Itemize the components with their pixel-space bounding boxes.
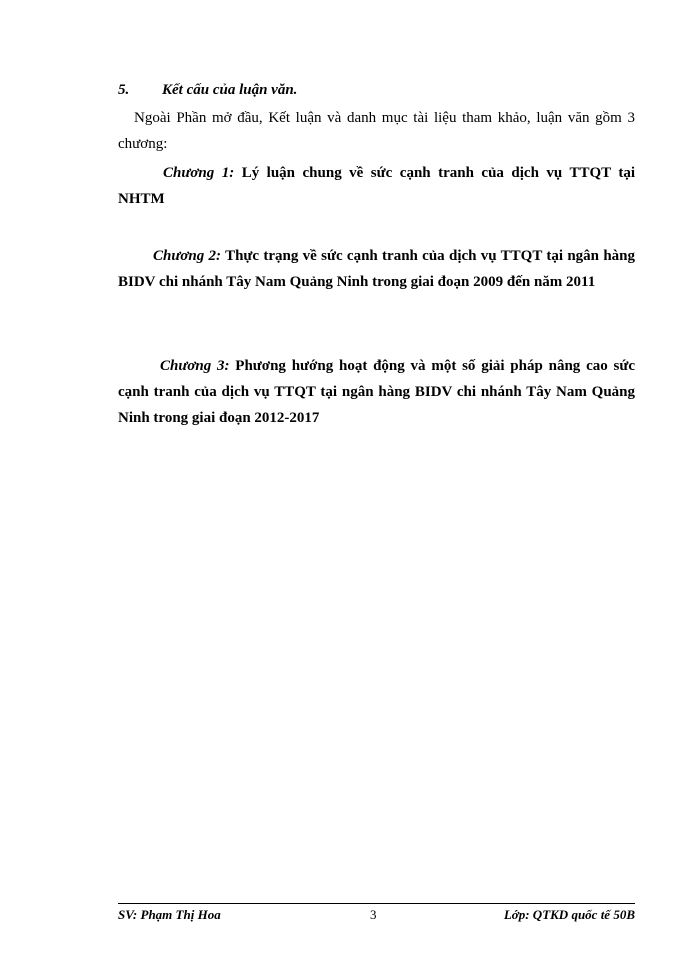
section-title: Kết cấu của luận văn. [162, 82, 298, 98]
chapter-3-text: Phương hướng hoạt động và một số giải pháp nâng cao sức cạnh tranh của dịch vụ TTQT tại ngân hàng BIDV chi nhánh Tây Nam Quảng Ninh trong giai đoạn 2012-2017 [118, 358, 635, 426]
chapter-2-paragraph [118, 243, 635, 295]
chapter-1-paragraph [118, 160, 635, 212]
footer-class: Lớp: QTKD quốc tế 50B [503, 907, 635, 922]
chapter-1-text: Lý luận chung về sức cạnh tranh của dịch vụ TTQT tại NHTM [118, 165, 635, 207]
footer-student: SV: Phạm Thị Hoa [118, 907, 221, 922]
section-number: 5. [118, 82, 130, 98]
intro-paragraph: Ngoài Phần mở đầu, Kết luận và danh mục tài liệu tham khảo, luận văn gồm 3 chương: [118, 110, 635, 152]
footer-page-number: 3 [370, 907, 377, 922]
section-heading [118, 80, 297, 100]
chapter-2-label: Chương 2: [153, 248, 222, 264]
chapter-2-text: Thực trạng về sức cạnh tranh của dịch vụ TTQT tại ngân hàng BIDV chi nhánh Tây Nam Quảng Ninh trong giai đoạn 2009 đến năm 2011 [118, 248, 635, 290]
chapter-3-paragraph [118, 353, 635, 431]
chapter-3-label: Chương 3: [160, 358, 230, 374]
chapter-1-label: Chương 1: [163, 165, 235, 181]
footer-divider [118, 903, 635, 904]
